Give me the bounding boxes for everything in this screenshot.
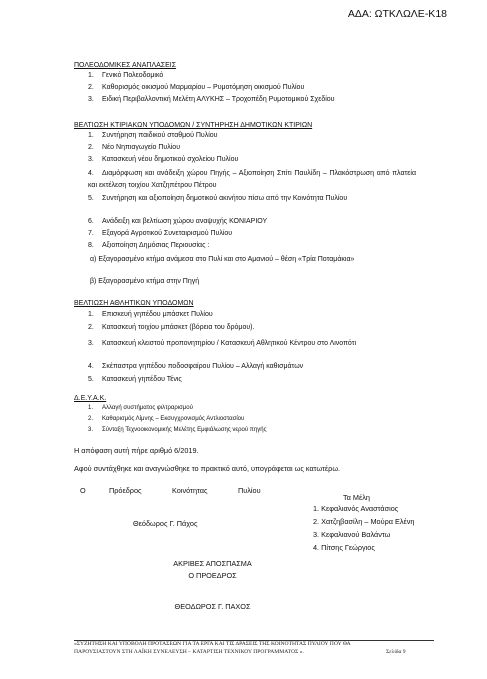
- members-title: Τα Μέλη: [343, 493, 370, 502]
- list-item: 2. Κατασκευή τοιχίου μπάσκετ (βόρεια του δρόμου).: [88, 324, 255, 331]
- member-item: 3. Κεφαλιανού Βαλάντω: [313, 530, 391, 539]
- list-item: 3. Ειδική Περιβαλλοντική Μελέτη ΑΛΥΚΗΣ – Τροχοπέδη Ρυμοτομικού Σχεδίου: [88, 96, 335, 103]
- list-item: 2. Καθορισμός οικισμού Μαρμαρίου – Ρυμοτόμηση οικισμού Πυλίου: [88, 84, 305, 91]
- list-item: 4. Σκέπαστρα γηπέδου ποδοσφαίρου Πυλίου – Αλλαγή καθισμάτων: [88, 363, 304, 370]
- section-header-urban: ΠΟΛΕΟΔΟΜΙΚΕΣ ΑΝΑΠΛΑΣΕΙΣ: [74, 62, 177, 69]
- section-header-deyak: Δ.Ε.Υ.Α.Κ.: [74, 395, 107, 402]
- president-label-title: Πρόεδρος: [109, 486, 142, 495]
- footer-line-1: «ΣΥΖΗΤΗΣΗ ΚΑΙ ΥΠΟΒΟΛΗ ΠΡΟΤΑΣΕΩΝ ΓΙΑ ΤΑ ΕΡΓΑ ΚΑΙ ΤΙΣ ΔΡΑΣΕΙΣ ΤΗΣ ΚΟΙΝΟΤΗΤΑΣ ΠΥΛΙΟΥ ΠΟΥ ΘΑ: [74, 641, 351, 647]
- member-item: 2. Χατζηβασίλη – Μούρα Ελένη: [313, 517, 415, 526]
- president-label-place: Πυλίου: [238, 486, 261, 495]
- list-item: 3. Κατασκευή κλειστού προπονητηρίου / Κατασκευή Αθλητικού Κέντρου στο Λινοπότι: [88, 340, 357, 347]
- list-item: 1. Συντήρηση παιδικού σταθμού Πυλίου: [88, 132, 218, 139]
- member-item: 1. Κεφαλιανός Αναστάσιος: [313, 504, 399, 513]
- sub-item-a: α) Εξαγορασμένο κτήμα ανάμεσα στο Πυλί και στο Αμανιού – θέση «Τρία Ποταμάκια»: [90, 256, 355, 263]
- sub-item-b: β) Εξαγορασμένο κτήμα στην Πηγή: [90, 278, 200, 285]
- ada-code: ΑΔΑ: ΩΤΚΛΩΛΕ-Κ18: [347, 8, 447, 20]
- president-name: Θεόδωρος Γ. Πάχος: [133, 519, 198, 528]
- extract-name: ΘΕΟΔΩΡΟΣ Γ. ΠΑΧΟΣ: [174, 602, 251, 611]
- signoff-text: Αφού συντάχθηκε και αναγνώσθηκε το πρακτικό αυτό, υπογράφεται ως κατωτέρω.: [74, 464, 341, 473]
- list-item: 5. Συντήρηση και αξιοποίηση δημοτικού ακινήτου πίσω από την Κοινότητα Πυλίου: [88, 195, 348, 202]
- list-item: 2. Νέο Νηπιαγωγείο Πυλίου: [88, 144, 181, 151]
- president-label-community: Κοινότητας: [172, 486, 208, 495]
- extract-title: ΑΚΡΙΒΕΣ ΑΠΟΣΠΑΣΜΑ: [173, 559, 252, 568]
- list-item: 1. Αλλαγή συστήματος φιλτραρισμού: [88, 405, 193, 411]
- list-item: 3. Κατασκευή νέου δημοτικού σχολείου Πυλίου: [88, 156, 239, 163]
- list-item: 5. Κατασκευή γηπέδου Τένις: [88, 376, 182, 383]
- list-item: 2. Καθαρισμός Λίμνης – Εκσυγχρονισμός Αντλιοστασίου: [88, 416, 245, 422]
- list-item: 8. Αξιοποίηση Δημόσιας Περιουσίας :: [88, 242, 210, 249]
- president-label-o: Ο: [80, 486, 86, 495]
- list-item: 4. Διαμόρφωση και ανάδειξη χώρου Πηγής – Αξιοποίηση Σπίτι Παυλίδη – Πλακόστρωση από πλατεία και εκτέλεση τοιχίου Χατζηπέτρου Πέτρου: [88, 170, 416, 189]
- extract-role: Ο ΠΡΟΕΔΡΟΣ: [188, 571, 237, 580]
- section-header-sports: ΒΕΛΤΙΩΣΗ ΑΘΛΗΤΙΚΩΝ ΥΠΟΔΟΜΩΝ: [74, 300, 194, 307]
- list-item: 6. Ανάδειξη και βελτίωση χώρου αναψυχής ΚΟΝΙΑΡΙΟΥ: [88, 218, 268, 225]
- member-item: 4. Πίτσης Γεώργιος: [313, 543, 375, 552]
- list-item: 3. Σύνταξη Τεχνοοικονομικής Μελέτης Εμφιάλωσης νερού πηγής: [88, 427, 267, 433]
- list-item: 1. Επισκευή γηπέδου μπάσκετ Πυλίου: [88, 311, 213, 318]
- list-item: 7. Εξαγορά Αγροτικού Συνεταιρισμού Πυλίου: [88, 230, 233, 237]
- decision-number: Η απόφαση αυτή πήρε αριθμό 6/2019.: [74, 446, 199, 455]
- list-item: 1. Γενικό Πολεοδομικό: [88, 72, 164, 79]
- footer-line-2: ΠΑΡΟΥΣΙΑΣΤΟΥΝ ΣΤΗ ΛΑΪΚΗ ΣΥΝΕΛΕΥΣΗ – ΚΑΤΑΡΤΙΣΗ ΤΕΧΝΙΚΟΥ ΠΡΟΓΡΑΜΜΑΤΟΣ ».: [74, 649, 304, 655]
- section-header-buildings: ΒΕΛΤΙΩΣΗ ΚΤΙΡΙΑΚΩΝ ΥΠΟΔΟΜΩΝ / ΣΥΝΤΗΡΗΣΗ ΔΗΜΟΤΙΚΩΝ ΚΤΙΡΙΩΝ: [74, 122, 313, 129]
- page-number: Σελίδα 9: [386, 649, 406, 655]
